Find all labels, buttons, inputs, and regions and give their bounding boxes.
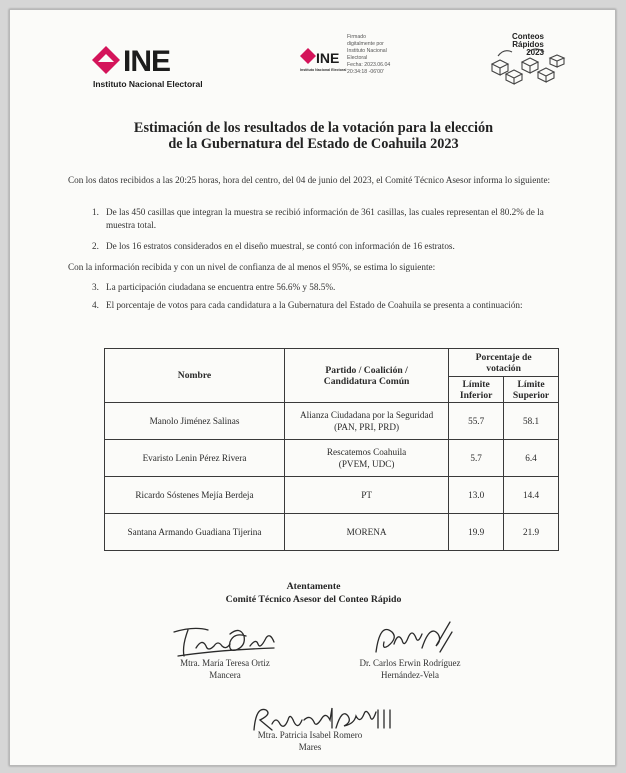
header-lower-line-1: Límite (462, 378, 490, 390)
list-item-text: De los 16 estratos considerados en el diseño muestral, se contó con información de 16 estratos. (106, 241, 455, 251)
document-title (50, 120, 577, 152)
signature-3 (240, 730, 380, 753)
confidence-paragraph: Con la información recibida y con un nivel de confianza de al menos el 95%, se estima lo siguiente: (68, 262, 436, 272)
signature-2-line-1: Dr. Carlos Erwin Rodríguez (359, 658, 461, 668)
list-item-text: El porcentaje de votos para cada candidatura a la Gubernatura del Estado de Coahuila se presenta a continuación: (106, 300, 523, 310)
signature-2-line-2: Hernández-Vela (381, 669, 439, 680)
signature-1 (160, 658, 290, 681)
stamp-line: 20:34:18 -06'00' (347, 69, 384, 76)
upper-limit-value: 6.4 (504, 440, 559, 477)
candidate-party (284, 403, 448, 440)
title-line-1: Estimación de los resultados de la votación para la elección (133, 120, 494, 136)
candidate-name: Santana Armando Guadiana Tijerina (105, 514, 285, 551)
table-row (105, 403, 559, 440)
candidate-party (284, 440, 448, 477)
document-page (9, 9, 616, 766)
candidate-name: Manolo Jiménez Salinas (105, 403, 285, 440)
header-upper-line-2: Superior (512, 389, 550, 401)
list-item (92, 299, 562, 312)
candidate-name: Evaristo Lenin Pérez Rivera (105, 440, 285, 477)
header-party (284, 349, 448, 403)
signature-2 (340, 658, 480, 681)
lower-limit-value: 5.7 (449, 440, 504, 477)
lower-limit-value: 13.0 (449, 477, 504, 514)
list-item-number: 1. (92, 207, 99, 217)
lower-limit-value: 55.7 (449, 403, 504, 440)
header-name: Nombre (105, 349, 285, 403)
small-ine-logo (300, 46, 347, 80)
list-item-text: De las 450 casillas que integran la muestra se recibió información de 361 casillas, las cuales representan el 80.2% de la muestra total. (106, 207, 544, 230)
signature-1-scribble (170, 622, 280, 662)
committee-name: Comité Técnico Asesor del Conteo Rápido (225, 594, 402, 605)
signature-1-line-2: Mancera (209, 669, 241, 680)
ine-small-diamond-icon (300, 46, 340, 68)
party-line-1: Rescatemos Coahuila (326, 446, 407, 457)
candidate-party (284, 477, 448, 514)
header-party-line-2: Candidatura Común (323, 375, 410, 387)
stamp-line: Fecha: 2023.06.04 (347, 62, 391, 69)
list-item-number: 4. (92, 300, 99, 310)
upper-limit-value: 14.4 (504, 477, 559, 514)
digital-signature-stamp (347, 34, 447, 77)
closing-block (50, 580, 577, 606)
lower-limit-value: 19.9 (449, 514, 504, 551)
title-line-2: de la Gubernatura del Estado de Coahuila 2023 (168, 136, 459, 152)
ine-logo (90, 44, 230, 92)
header-upper-limit (504, 377, 559, 403)
candidate-party (284, 514, 448, 551)
small-ine-logo-subtitle: Instituto Nacional Electoral (300, 68, 347, 72)
rapidos-word: Rápidos (512, 40, 544, 49)
header-lower-limit (449, 377, 504, 403)
ine-diamond-icon (90, 44, 122, 76)
list-item (92, 240, 562, 253)
conteos-year: 2023 (526, 48, 544, 57)
party-line-1: MORENA (346, 526, 387, 537)
ballot-boxes-icon (488, 46, 568, 88)
upper-limit-value: 58.1 (504, 403, 559, 440)
candidate-name: Ricardo Sóstenes Mejía Berdeja (105, 477, 285, 514)
party-line-1: PT (361, 489, 372, 500)
table-row (105, 440, 559, 477)
svg-text:INE: INE (316, 50, 340, 66)
party-line-1: Alianza Ciudadana por la Seguridad (300, 409, 434, 420)
stamp-line: Firmado (347, 34, 367, 40)
table-row (105, 514, 559, 551)
ine-logo-text: INE (123, 45, 171, 78)
list-item-number: 3. (92, 282, 99, 292)
header-lower-line-2: Inferior (459, 389, 493, 401)
party-line-2: (PVEM, UDC) (338, 459, 395, 469)
header-percentage (449, 349, 559, 377)
table-row (105, 477, 559, 514)
list-item (92, 206, 562, 231)
header-party-line-1: Partido / Coalición / (325, 364, 408, 376)
header-percentage-line-1: Porcentaje de (475, 351, 532, 363)
table-header-row (105, 349, 559, 377)
stamp-line: Electoral (347, 55, 368, 62)
header-percentage-line-2: votación (486, 362, 521, 374)
stamp-line: digitalmente por (347, 41, 384, 48)
list-item (92, 281, 562, 294)
results-table (104, 348, 559, 551)
signature-2-scribble (370, 616, 460, 660)
signature-1-line-1: Mtra. María Teresa Ortiz (180, 658, 270, 668)
upper-limit-value: 21.9 (504, 514, 559, 551)
conteos-rapidos-logo (488, 32, 568, 88)
intro-paragraph: Con los datos recibidos a las 20:25 horas, hora del centro, del 04 de junio del 2023, el Comité Técnico Asesor informa lo siguiente: (68, 175, 551, 185)
party-line-2: (PAN, PRI, PRD) (334, 422, 400, 432)
closing-text: Atentamente (286, 581, 341, 592)
stamp-line: Instituto Nacional (347, 48, 387, 55)
ine-logo-subtitle: Instituto Nacional Electoral (93, 79, 203, 89)
signature-3-line-2: Mares (298, 741, 322, 752)
list-item-number: 2. (92, 241, 99, 251)
list-item-text: La participación ciudadana se encuentra entre 56.6% y 58.5%. (106, 282, 336, 292)
conteos-word: Conteos (512, 32, 544, 41)
signature-3-line-1: Mtra. Patricia Isabel Romero (257, 730, 363, 740)
header-upper-line-1: Límite (517, 378, 545, 390)
